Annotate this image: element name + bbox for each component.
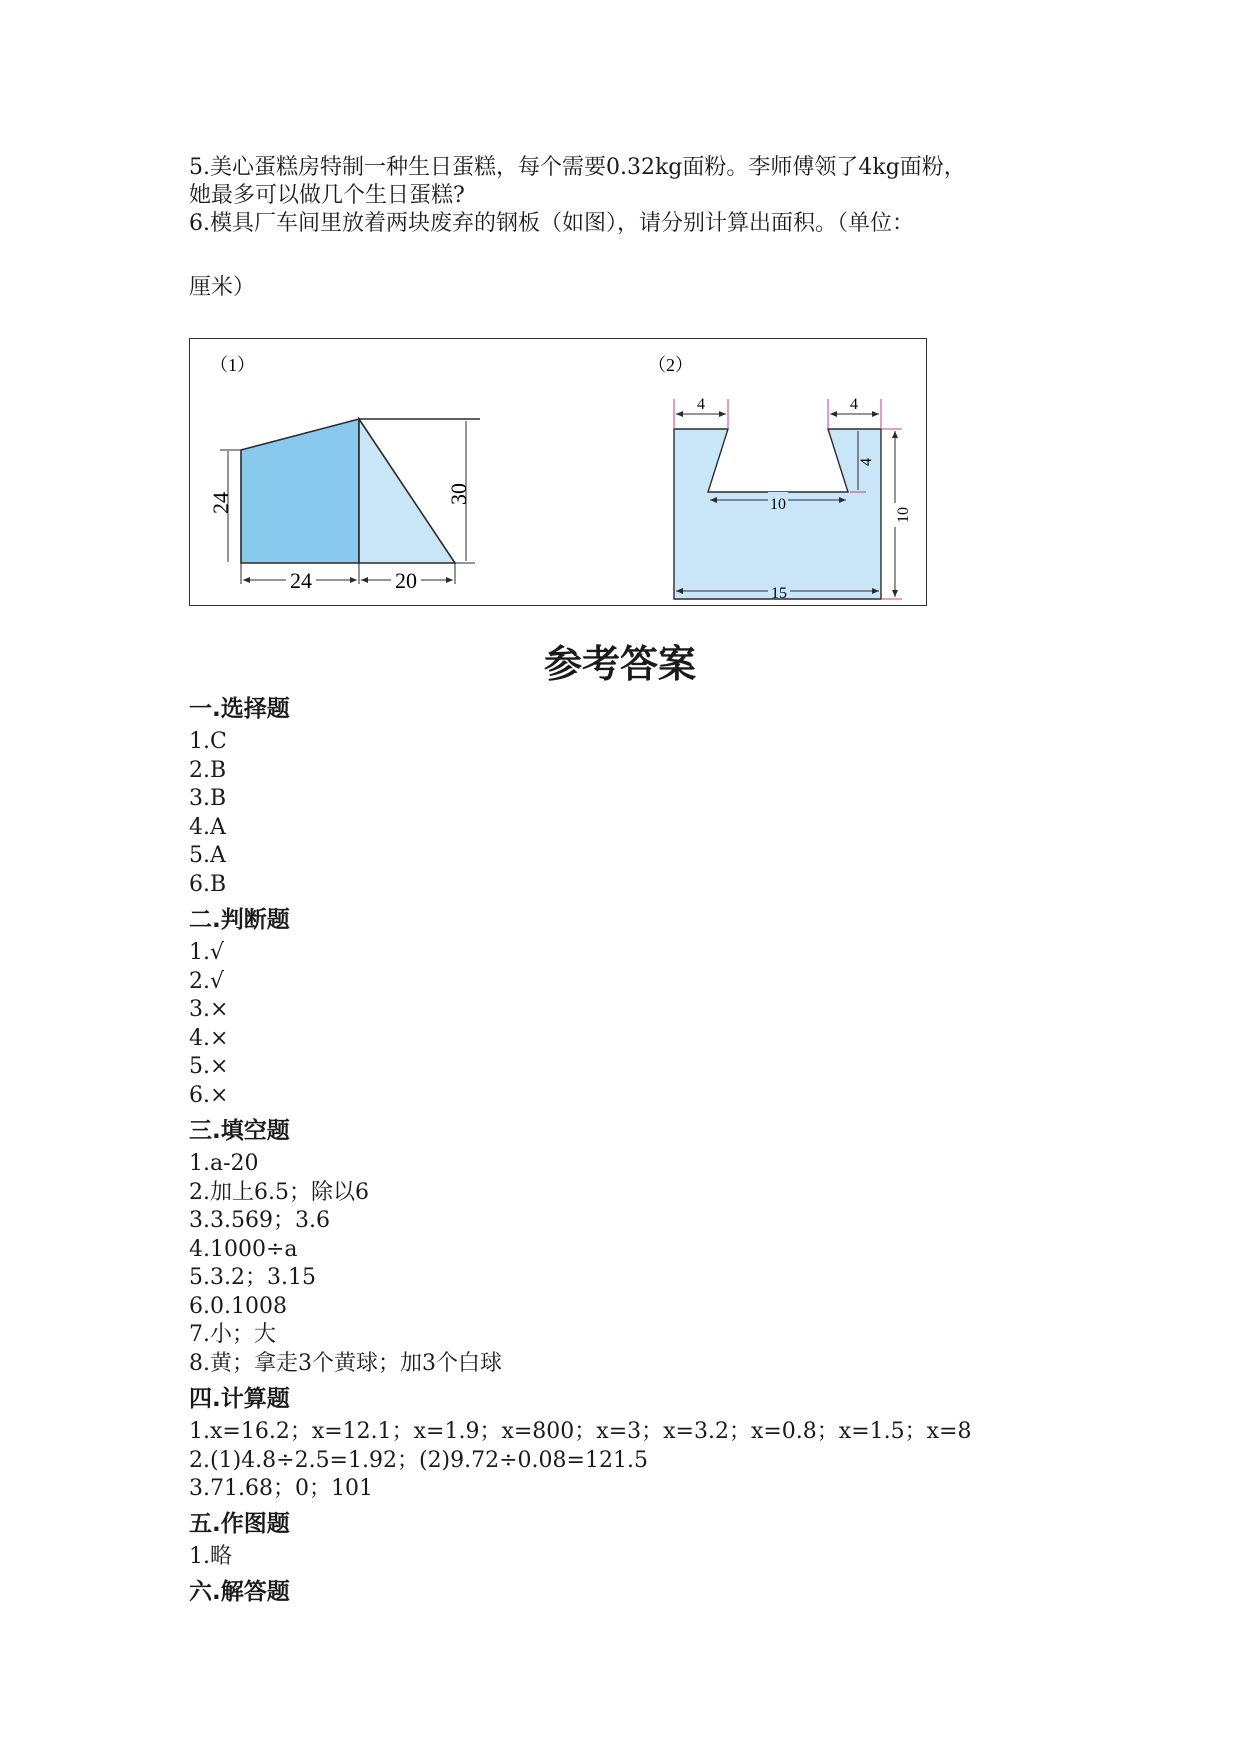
figure-1-right-height: 30 (446, 483, 471, 505)
answer-item: 2.B (189, 758, 227, 783)
answer-item: 1.C (189, 729, 227, 754)
figure-1-triangle (359, 419, 455, 563)
figure-2-notched-plate (674, 429, 881, 599)
answer-item: 6.× (189, 1083, 229, 1108)
figure-1-label: （1） (210, 355, 255, 375)
answer-key-title: 参考答案 (543, 642, 696, 686)
answer-item: 8.黄；拿走3个黄球；加3个白球 (189, 1351, 502, 1376)
answer-item: 5.3.2；3.15 (189, 1265, 316, 1290)
answer-item: 1.√ (189, 940, 225, 965)
question-5-line-1: 5.美心蛋糕房特制一种生日蛋糕，每个需要0.32kg面粉。李师傅领了4kg面粉， (189, 155, 966, 180)
figure-1-trapezoid (241, 419, 359, 563)
question-6-line-1: 6.模具厂车间里放着两块废弃的钢板（如图），请分别计算出面积。（单位： (189, 211, 914, 236)
answer-item: 2.(1)4.8÷2.5=1.92；(2)9.72÷0.08=121.5 (189, 1448, 648, 1473)
question-6-line-2: 厘米） (189, 275, 256, 300)
answer-item: 6.0.1008 (189, 1294, 287, 1319)
figure-2-base-width: 15 (771, 585, 787, 602)
section-heading-calculation: 四.计算题 (189, 1386, 290, 1412)
answer-item: 2.加上6.5；除以6 (189, 1180, 369, 1205)
section-heading-drawing: 五.作图题 (189, 1511, 290, 1537)
figure-1-base-right: 20 (395, 568, 417, 593)
answer-item: 4.× (189, 1026, 229, 1051)
steel-plate-figure (189, 338, 927, 606)
answer-item: 3.3.569；3.6 (189, 1208, 330, 1233)
figure-2-height: 10 (895, 507, 912, 523)
figure-1-left-height: 24 (208, 492, 233, 514)
figure-2-notch-depth: 4 (858, 458, 875, 466)
answer-item: 1.a-20 (189, 1151, 259, 1176)
figure-2-top-right-width: 4 (850, 396, 858, 413)
section-heading-true-false: 二.判断题 (189, 907, 290, 933)
answer-item: 3.B (189, 786, 227, 811)
question-5-line-2: 她最多可以做几个生日蛋糕? (189, 183, 465, 208)
answer-item: 7.小；大 (189, 1322, 276, 1347)
answer-item: 4.A (189, 815, 226, 840)
answer-item: 3.× (189, 997, 229, 1022)
figure-drawing (190, 339, 928, 607)
answer-item: 4.1000÷a (189, 1237, 298, 1262)
figure-2-notch-width: 10 (770, 496, 786, 513)
answer-item: 6.B (189, 872, 227, 897)
section-heading-word-problems: 六.解答题 (189, 1579, 290, 1605)
answer-item: 5.A (189, 843, 226, 868)
answer-item: 1.略 (189, 1544, 232, 1569)
answer-item: 1.x=16.2；x=12.1；x=1.9；x=800；x=3；x=3.2；x=0.8；x=1.5；x=8 (189, 1419, 972, 1444)
figure-2-label: （2） (648, 355, 693, 375)
answer-item: 5.× (189, 1054, 229, 1079)
section-heading-choice: 一.选择题 (189, 696, 290, 722)
figure-2-top-left-width: 4 (697, 396, 705, 413)
figure-1-base-left: 24 (290, 568, 312, 593)
answer-item: 3.71.68；0；101 (189, 1476, 373, 1501)
section-heading-fill-blank: 三.填空题 (189, 1118, 290, 1144)
answer-item: 2.√ (189, 969, 225, 994)
